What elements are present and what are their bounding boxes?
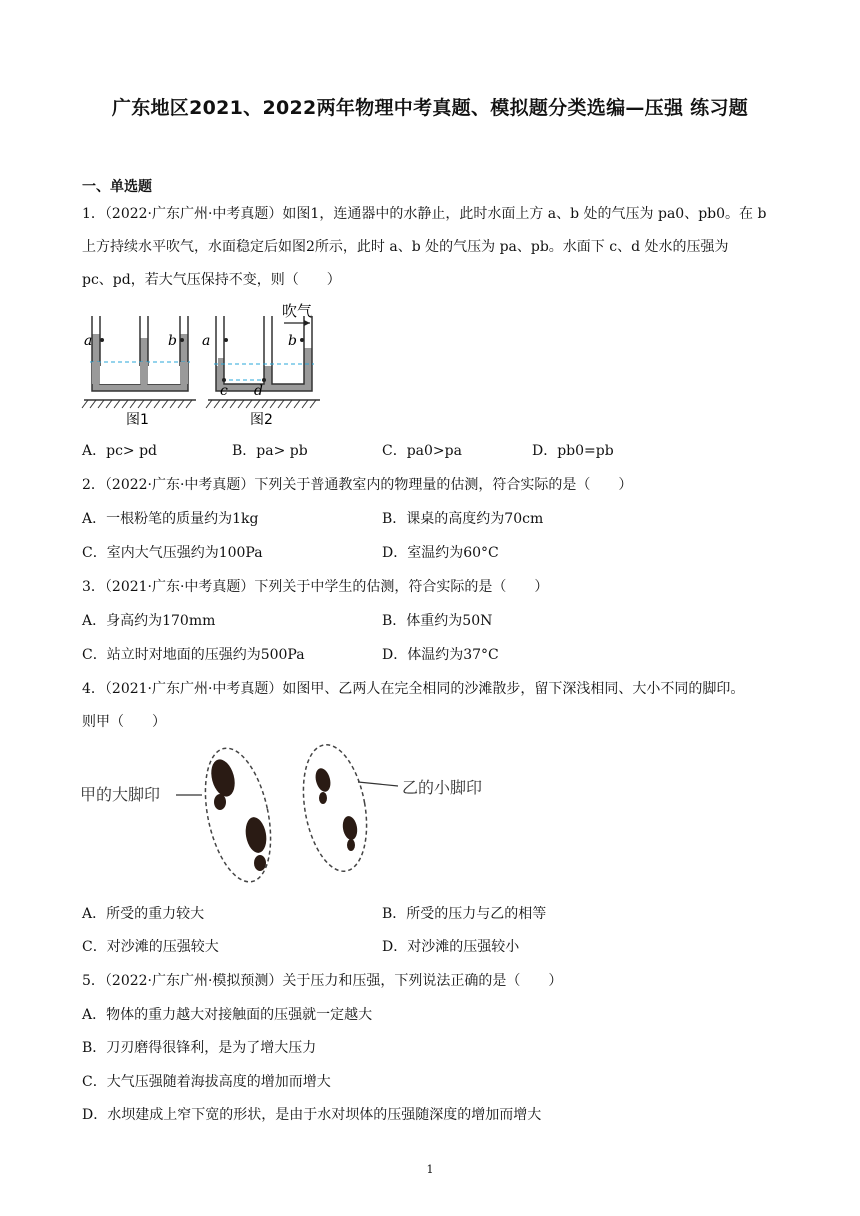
page-number: 1 xyxy=(426,1163,434,1176)
connected-vessel-fig2 xyxy=(202,302,320,428)
connected-vessel-fig1 xyxy=(82,316,196,428)
section-heading: 一、单选题 xyxy=(82,179,152,195)
q1-stem-line1: 1．（2022·广东广州·中考真题）如图1，连通器中的水静止，此时水面上方 a、b 处的气压为 pa0、pb0。在 b xyxy=(82,206,767,222)
page-title: 广东地区2021、2022两年物理中考真题、模拟题分类选编—压强 练习题 xyxy=(111,97,749,119)
label-b-fig1: b xyxy=(168,333,177,349)
q2-option-d[interactable]: D．室温约为60°C xyxy=(382,545,499,561)
q1-option-a[interactable]: A．pc> pd xyxy=(82,443,158,459)
q4-option-a[interactable]: A．所受的重力较大 xyxy=(82,906,205,922)
q1-figure xyxy=(80,296,320,428)
q1-stem-line3: pc、pd，若大气压保持不变，则（ ） xyxy=(82,272,341,288)
label-d: d xyxy=(254,383,263,399)
q3-option-b[interactable]: B．体重约为50N xyxy=(382,613,493,629)
label-b-fig2: b xyxy=(288,333,297,349)
point-a-fig2 xyxy=(224,338,228,342)
q5-option-b[interactable]: B．刀刃磨得很锋利，是为了增大压力 xyxy=(82,1040,317,1056)
q3-stem: 3．（2021·广东·中考真题）下列关于中学生的估测，符合实际的是（ ） xyxy=(82,579,549,595)
point-b-fig2 xyxy=(300,338,304,342)
q4-option-c[interactable]: C．对沙滩的压强较大 xyxy=(82,939,219,955)
q1-option-c[interactable]: C．pa0>pa xyxy=(382,443,462,459)
point-a-fig1 xyxy=(100,338,104,342)
q2-option-c[interactable]: C．室内大气压强约为100Pa xyxy=(82,545,263,561)
jia-dashed-outline xyxy=(195,742,282,888)
point-b-fig1 xyxy=(180,338,184,342)
q4-option-d[interactable]: D．对沙滩的压强较小 xyxy=(382,939,520,955)
fig1-caption: 图1 xyxy=(126,412,149,428)
yi-footprints xyxy=(313,767,359,851)
q5-option-a[interactable]: A．物体的重力越大对接触面的压强就一定越大 xyxy=(82,1007,373,1023)
q5-option-c[interactable]: C．大气压强随着海拔高度的增加而增大 xyxy=(82,1074,331,1090)
point-c xyxy=(222,378,226,382)
q1-option-d[interactable]: D．pb0=pb xyxy=(532,443,614,459)
q2-stem: 2．（2022·广东·中考真题）下列关于普通教室内的物理量的估测，符合实际的是（ ） xyxy=(82,477,633,493)
q3-option-c[interactable]: C．站立时对地面的压强约为500Pa xyxy=(82,647,305,663)
blow-label: 吹气 xyxy=(282,302,313,320)
q2-option-b[interactable]: B．课桌的高度约为70cm xyxy=(382,511,544,527)
q2-option-a[interactable]: A．一根粉笔的质量约为1kg xyxy=(82,511,259,527)
point-d xyxy=(262,378,266,382)
q1-stem-line2: 上方持续水平吹气，水面稳定后如图2所示，此时 a、b 处的气压为 pa、pb。水面下 c、d 处水的压强为 xyxy=(82,239,729,255)
fig2-caption: 图2 xyxy=(250,412,273,428)
label-c: c xyxy=(220,383,228,399)
q3-option-a[interactable]: A．身高约为170mm xyxy=(82,613,216,629)
label-a-fig2: a xyxy=(202,333,211,349)
q4-footprints-figure xyxy=(80,740,520,890)
label-yi-footprints: 乙的小脚印 xyxy=(402,778,483,797)
label-jia-footprints: 甲的大脚印 xyxy=(80,785,161,804)
blow-arrow-head xyxy=(304,320,310,326)
q5-option-d[interactable]: D．水坝建成上窄下宽的形状，是由于水对坝体的压强随深度的增加而增大 xyxy=(82,1107,542,1123)
q4-option-b[interactable]: B．所受的压力与乙的相等 xyxy=(382,906,547,922)
label-a-fig1: a xyxy=(84,333,93,349)
q3-option-d[interactable]: D．体温约为37°C xyxy=(382,647,499,663)
jia-footprints xyxy=(207,757,269,871)
q1-option-b[interactable]: B．pa> pb xyxy=(232,443,308,459)
q5-stem: 5．（2022·广东广州·模拟预测）关于压力和压强，下列说法正确的是（ ） xyxy=(82,973,563,989)
q4-stem-line1: 4．（2021·广东广州·中考真题）如图甲、乙两人在完全相同的沙滩散步，留下深浅相同、大小不同的脚印。 xyxy=(82,681,745,697)
yi-dashed-outline xyxy=(294,740,375,876)
q4-stem-line2: 则甲（ ） xyxy=(82,714,166,730)
